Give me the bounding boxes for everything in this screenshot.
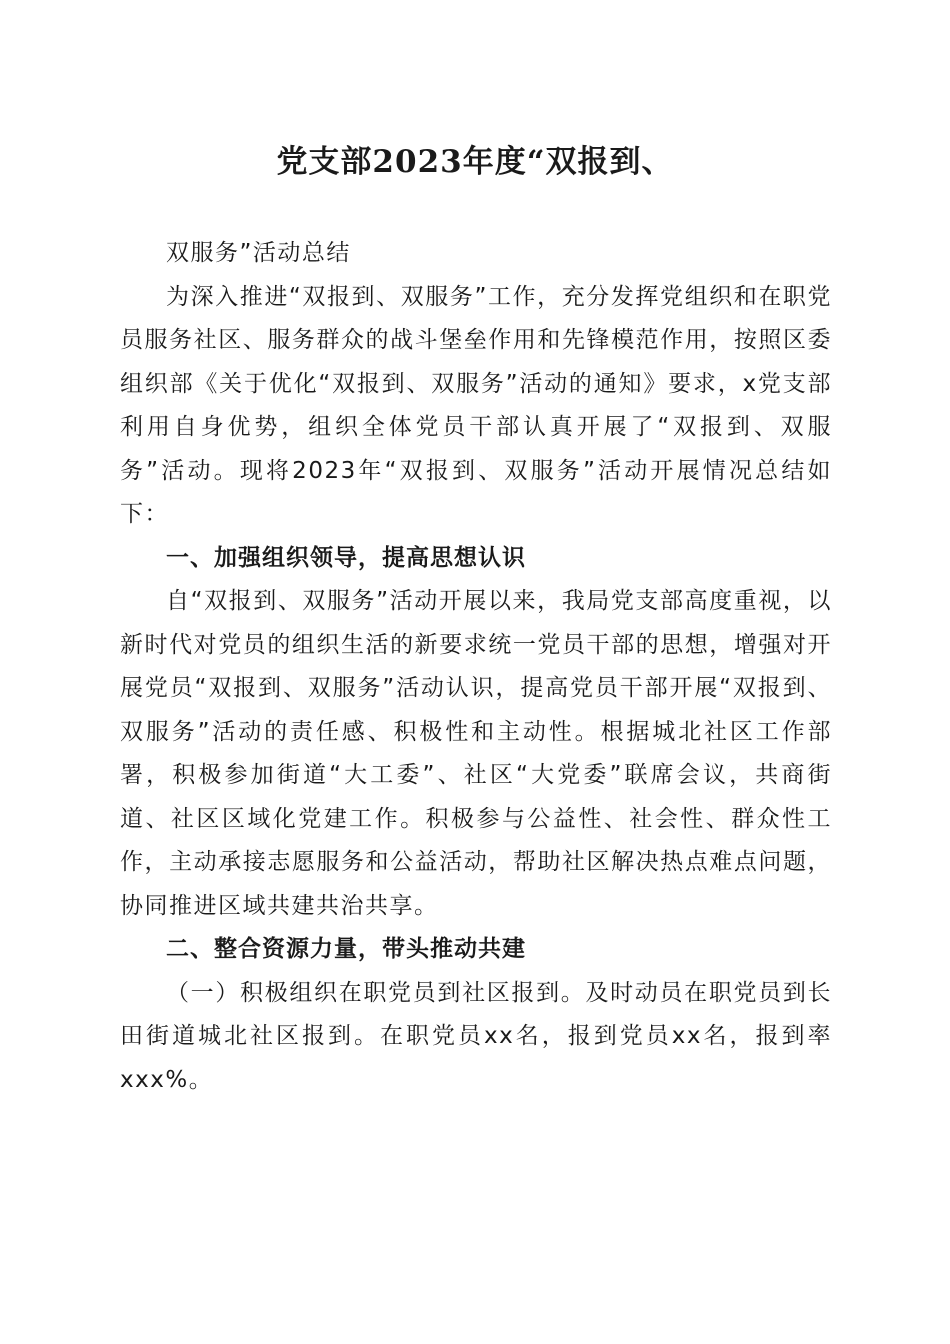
section-2-item-1-body: 及时动员在职党员到长田街道城北社区报到。在职党员xx名，报到党员xx名，报到率xxx%。 — [120, 979, 833, 1093]
document-title: 党支部2023年度“双报到、 — [276, 144, 674, 180]
section-1-heading: 一、加强组织领导，提高思想认识 — [166, 544, 526, 571]
document-subtitle: 双服务”活动总结 — [166, 240, 351, 266]
section-2-item-1-paragraph — [120, 972, 832, 1103]
section-1-paragraph: 自“双报到、双服务”活动开展以来，我局党支部高度重视，以新时代对党员的组织生活的新要求统一党员干部的思想，增强对开展党员“双报到、双服务”活动认识，提高党员干部开展“双报到、双服务”活动的责任感、积极性和主动性。根据城北社区工作部署，积极参加街道“大工委”、社区“大党委”联席会议，共商街道、社区区域化党建工作。积极参与公益性、社会性、群众性工作，主动承接志愿服务和公益活动，帮助社区解决热点难点问题，协同推进区域共建共治共享。 — [120, 588, 832, 919]
section-2-heading: 二、整合资源力量，带头推动共建 — [166, 936, 526, 962]
intro-paragraph: 为深入推进“双报到、双服务”工作，充分发挥党组织和在职党员服务社区、服务群众的战斗堡垒作用和先锋模范作用，按照区委组织部《关于优化“双报到、双服务”活动的通知》要求，x党支部利用自身优势，组织全体党员干部认真开展了“双报到、双服务”活动。现将2023年“双报到、双服务”活动开展情况总结如下： — [120, 283, 832, 527]
section-2-item-1-heading: （一）积极组织在职党员到社区报到。 — [166, 979, 586, 1006]
document-body — [120, 232, 832, 1102]
